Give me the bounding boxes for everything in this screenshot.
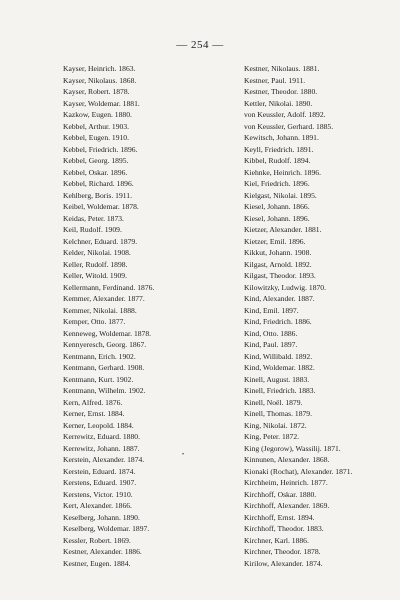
name-entry: Kionaki (Rochat), Alexander. 1871. — [244, 466, 353, 476]
name-entry: Kentmann, Wilhelm. 1902. — [63, 386, 146, 395]
ink-mark: • — [182, 452, 185, 458]
name-entry: Kayser, Woldemar. 1881. — [63, 98, 140, 108]
name-entry: Kind, Paul. 1897. — [244, 340, 298, 349]
name-entry: Kestner, Theodor. 1880. — [244, 87, 318, 96]
name-entry: Keyll, Friedrich. 1891. — [244, 144, 314, 154]
name-entry: Kessler, Robert. 1869. — [63, 535, 131, 545]
name-entry: Kerner, Ernst. 1884. — [63, 409, 125, 418]
name-entry: Kebbel, Friedrich. 1896. — [63, 144, 138, 154]
name-entry: King (Jegorow), Wassilij. 1871. — [244, 443, 341, 453]
name-entry: Kayser, Robert. 1878. — [63, 87, 130, 96]
name-entry: Kiel, Friedrich. 1896. — [244, 179, 310, 188]
name-entry: Kirchner, Karl. 1886. — [244, 535, 309, 545]
name-entry: Kemmer, Alexander. 1877. — [63, 294, 145, 303]
name-entry: Kilgast, Arnold. 1892. — [244, 259, 312, 269]
name-entry: Kerrewitz, Johann. 1887. — [63, 443, 140, 453]
name-entry: Kennyeresch, Georg. 1867. — [63, 340, 147, 349]
name-entry: Kestner, Nikolaus. 1881. — [244, 64, 320, 73]
name-entry: Kiehnke, Heinrich. 1896. — [244, 167, 321, 177]
name-entry: Kinell, Thomas. 1879. — [244, 409, 312, 418]
name-entry: Keselberg, Woldemar. 1897. — [63, 524, 150, 533]
name-entry: Keller, Witold. 1909. — [63, 271, 127, 280]
name-entry: Kind, Friedrich. 1886. — [244, 317, 312, 326]
name-entry: Keil, Rudolf. 1909. — [63, 225, 122, 234]
name-entry: Kelchner, Eduard. 1879. — [63, 236, 138, 246]
name-entry: Kehlberg, Boris. 1911. — [63, 190, 132, 200]
name-entry: Kinnunen, Alexander. 1868. — [244, 455, 330, 464]
name-entry: Kirilow, Alexander. 1874. — [244, 558, 323, 568]
name-entry: Kietzer, Emil. 1896. — [244, 236, 306, 246]
name-entry: Kerstein, Alexander. 1874. — [63, 455, 145, 464]
name-entry: Kiesel, Johann. 1866. — [244, 202, 310, 211]
name-entry: Kewitsch, Johann. 1891. — [244, 133, 319, 142]
name-entry: Keselberg, Johann. 1890. — [63, 512, 140, 522]
name-entry: Kielgast, Nikolai. 1895. — [244, 190, 317, 200]
name-entry: Keller, Rudolf. 1898. — [63, 259, 128, 269]
name-entry: Kelder, Nikolai. 1908. — [63, 248, 131, 257]
name-entry: Kazkow, Eugen. 1880. — [63, 110, 132, 119]
name-entry: Kebbel, Georg. 1895. — [63, 156, 129, 165]
name-entry: Kirchner, Theodor. 1878. — [244, 547, 321, 556]
name-entry: Kestner, Eugen. 1884. — [63, 558, 131, 568]
name-entry: Kerner, Leopold. 1884. — [63, 420, 134, 430]
name-entry: Kinell, August. 1883. — [244, 374, 310, 384]
name-entry: von Keussler, Adolf. 1892. — [244, 110, 326, 119]
page-number: — 254 — — [176, 39, 224, 51]
name-entry: Kerrewitz, Eduard. 1880. — [63, 432, 140, 441]
name-entry: Kentmann, Erich. 1902. — [63, 351, 136, 361]
name-entry: Kilowitzky, Ludwig. 1870. — [244, 282, 326, 292]
name-entry: Kellermann, Ferdinand. 1876. — [63, 282, 155, 292]
name-entry: Kestner, Alexander. 1886. — [63, 547, 142, 556]
name-entry: Keidas, Peter. 1873. — [63, 213, 124, 223]
name-entry: Kibbel, Rudolf. 1894. — [244, 156, 311, 165]
name-entry: Kebbel, Oskar. 1896. — [63, 167, 128, 177]
name-entry: Kerstens, Victor. 1910. — [63, 489, 133, 499]
name-entry: Kind, Alexander. 1887. — [244, 294, 315, 303]
name-entry: Kenneweg, Woldemar. 1878. — [63, 328, 152, 338]
name-entry: Kebbel, Richard. 1896. — [63, 179, 134, 188]
name-entry: Kikkut, Johann. 1908. — [244, 248, 312, 257]
name-entry: Kinell, Friedrich. 1883. — [244, 386, 316, 395]
name-entry: Kebbel, Eugen. 1910. — [63, 133, 130, 142]
name-entry: Kentmann, Gerhard. 1908. — [63, 363, 145, 372]
name-entry: Kietzer, Alexander. 1881. — [244, 225, 322, 234]
name-entry: Kern, Alfred. 1876. — [63, 397, 123, 407]
name-entry: Kerstens, Eduard. 1907. — [63, 478, 137, 487]
name-entry: Kind, Woldemar. 1882. — [244, 363, 315, 372]
name-entry: Kirchhoff, Alexander. 1869. — [244, 501, 330, 510]
name-entry: Kert, Alexander. 1866. — [63, 501, 132, 510]
name-entry: Kebbel, Arthur. 1903. — [63, 121, 130, 131]
name-entry: Kind, Emil. 1897. — [244, 305, 299, 315]
name-entry: Kentmann, Kurt. 1902. — [63, 374, 134, 384]
name-entry: Kind, Willibald. 1892. — [244, 351, 313, 361]
name-entry: Kayser, Nikolaus. 1868. — [63, 75, 137, 85]
name-entry: Kerstein, Eduard. 1874. — [63, 466, 136, 476]
name-entry: Keibel, Woldemar. 1878. — [63, 202, 139, 211]
name-entry: Kemmer, Nikolai. 1888. — [63, 305, 137, 315]
name-entry: King, Peter. 1872. — [244, 432, 300, 441]
right-column — [244, 63, 400, 569]
name-entry: Kayser, Heinrich. 1863. — [63, 64, 136, 73]
name-entry: Kestner, Paul. 1911. — [244, 75, 306, 85]
name-entry: Kirchhoff, Ernst. 1894. — [244, 512, 315, 522]
name-entry: Kirchheim, Heinrich. 1877. — [244, 478, 328, 487]
name-entry: Kirchhoff, Theodor. 1883. — [244, 524, 324, 533]
name-entry: Kirchhoff, Oskar. 1880. — [244, 489, 317, 499]
name-entry: Kilgast, Theodor. 1893. — [244, 271, 316, 280]
name-entry: Kind, Otto. 1886. — [244, 328, 298, 338]
name-entry: Kinell, Noël. 1879. — [244, 397, 303, 407]
name-entry: King, Nikolai. 1872. — [244, 420, 307, 430]
left-column — [63, 63, 228, 569]
name-entry: Kiesel, Johann. 1896. — [244, 213, 310, 223]
name-entry: von Keussler, Gerhard. 1885. — [244, 121, 334, 131]
name-entry: Kemper, Otto. 1877. — [63, 317, 126, 326]
name-entry: Kettler, Nikolai. 1890. — [244, 98, 313, 108]
